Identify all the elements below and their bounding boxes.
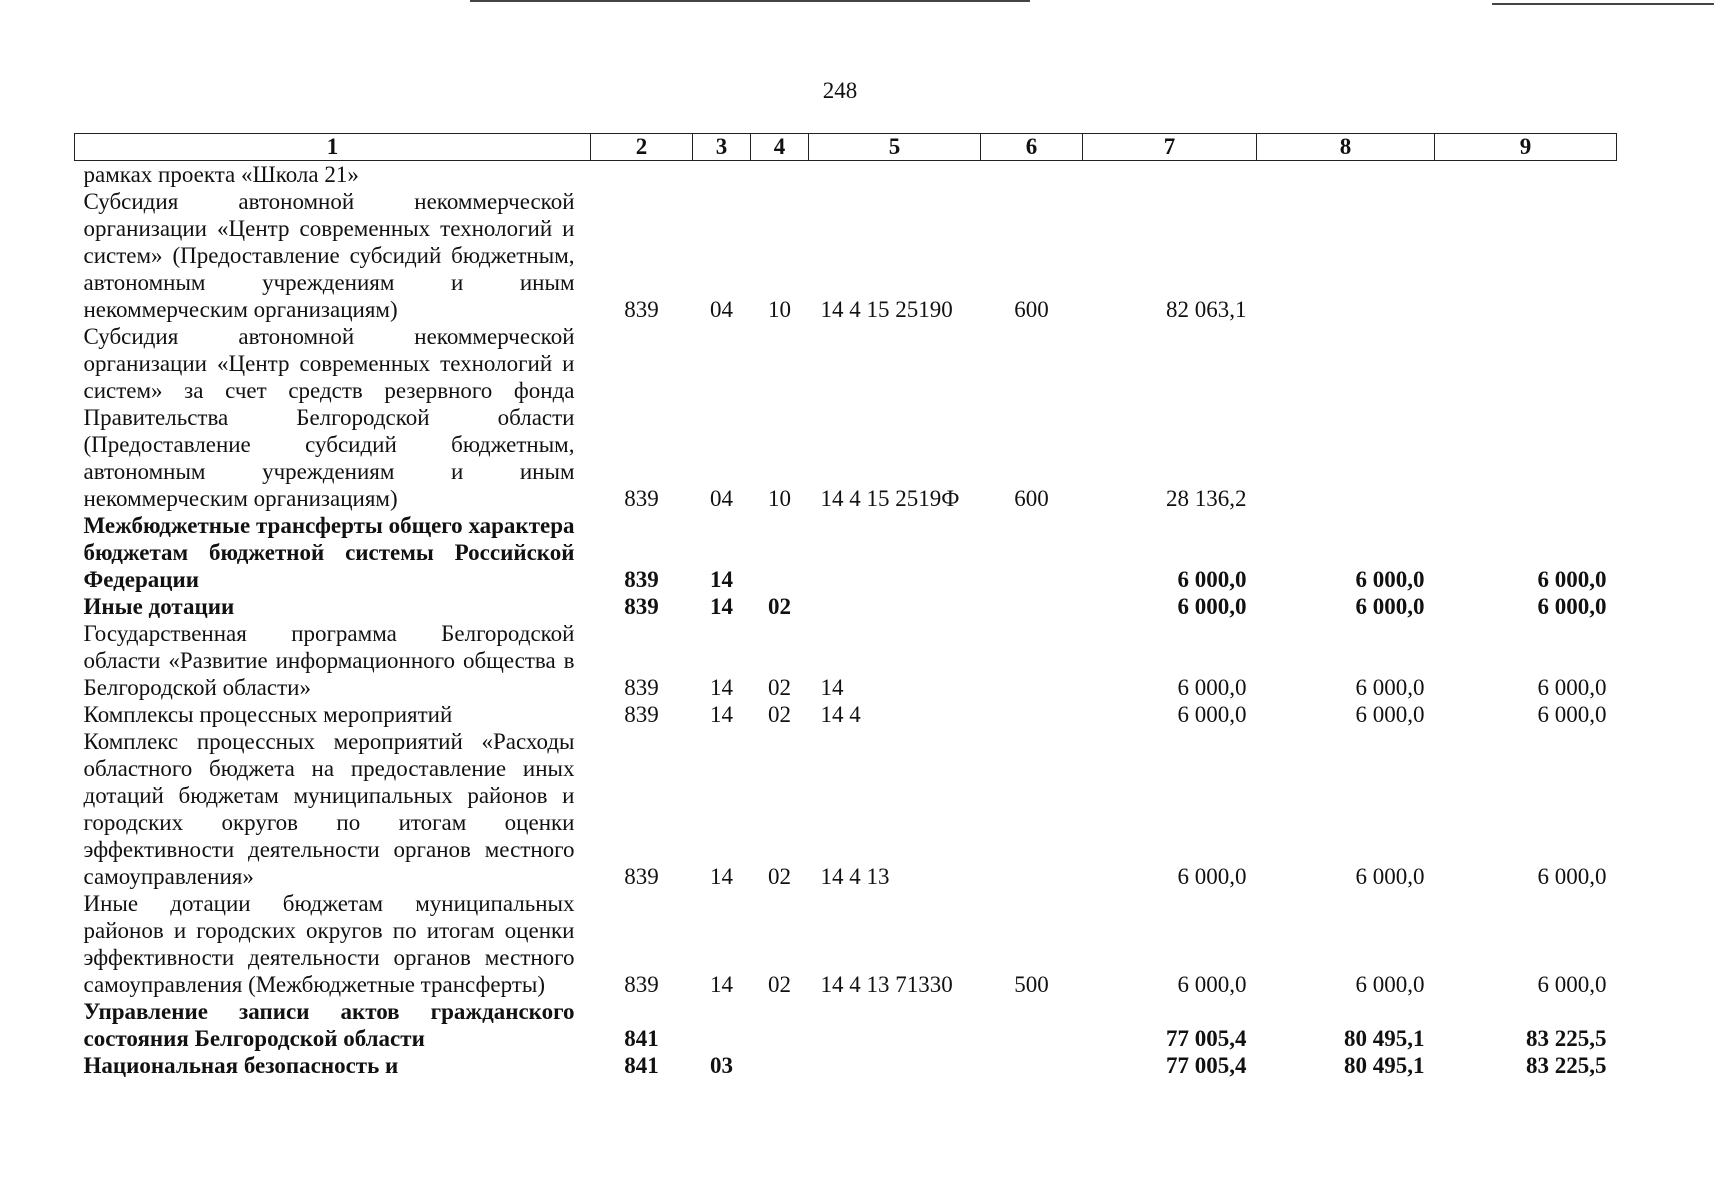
cell-subsection-code: 10 xyxy=(768,297,791,322)
row-description: Иные дотации xyxy=(83,594,235,619)
cell-amount-col9: 6 000,0 xyxy=(1537,675,1607,700)
cell-target-article: 14 xyxy=(820,675,844,700)
cell-amount-col7: 82 063,1 xyxy=(1166,297,1247,322)
cell-expense-type: 500 xyxy=(1014,972,1049,997)
table-row xyxy=(75,728,1617,890)
cell-ministry-code: 839 xyxy=(624,972,659,997)
cell-section-code xyxy=(693,998,751,1052)
table-row xyxy=(75,1052,1617,1079)
cell-target-article xyxy=(809,1052,981,1079)
cell-section-code: 04 xyxy=(710,486,733,511)
cell-amount-col7: 6 000,0 xyxy=(1177,675,1247,700)
row-description: Субсидия автономной некоммерческой организации «Центр современных технологий и систем» (Предоставление субсидий бюджетным, автономным учреждениям и иным некоммерческим организациям) xyxy=(83,189,575,322)
cell-expense-type xyxy=(981,1052,1083,1079)
cell-amount-col9 xyxy=(1435,323,1617,512)
column-header: 9 xyxy=(1435,134,1617,161)
scan-edge-line-right xyxy=(1492,3,1714,5)
cell-subsection-code: 10 xyxy=(768,486,791,511)
cell-target-article: 14 4 13 xyxy=(820,864,890,889)
cell-target-article: 14 4 15 2519Ф xyxy=(820,486,960,511)
table-row xyxy=(75,620,1617,701)
page-number: 248 xyxy=(822,78,858,103)
cell-ministry-code xyxy=(591,161,693,189)
cell-ministry-code: 839 xyxy=(624,297,659,322)
cell-amount-col7: 77 005,4 xyxy=(1166,1053,1247,1078)
cell-amount-col8: 6 000,0 xyxy=(1355,594,1425,619)
cell-amount-col7: 6 000,0 xyxy=(1177,972,1247,997)
cell-amount-col7: 6 000,0 xyxy=(1177,567,1247,592)
cell-ministry-code: 839 xyxy=(624,702,659,727)
cell-amount-col8: 80 495,1 xyxy=(1344,1053,1425,1078)
row-description: Комплекс процессных мероприятий «Расходы областного бюджета на предоставление иных дотаций бюджетам муниципальных районов и городских округов по итогам оценки эффективности деятельности органов местного самоуправления» xyxy=(83,729,575,889)
cell-section-code: 03 xyxy=(710,1053,733,1078)
table-row xyxy=(75,701,1617,728)
cell-subsection-code: 02 xyxy=(768,675,791,700)
table-row xyxy=(75,512,1617,593)
cell-section-code xyxy=(693,161,751,189)
cell-target-article: 14 4 15 25190 xyxy=(820,297,953,322)
cell-section-code: 14 xyxy=(710,702,733,727)
cell-expense-type xyxy=(981,593,1083,620)
column-header: 8 xyxy=(1257,134,1435,161)
cell-expense-type xyxy=(981,512,1083,593)
cell-subsection-code xyxy=(751,998,809,1052)
cell-section-code: 14 xyxy=(710,567,733,592)
cell-expense-type xyxy=(981,161,1083,189)
cell-amount-col7: 28 136,2 xyxy=(1166,486,1247,511)
row-description: Межбюджетные трансферты общего характера бюджетам бюджетной системы Российской Федерации xyxy=(83,513,575,592)
cell-ministry-code: 839 xyxy=(624,567,659,592)
cell-amount-col7: 77 005,4 xyxy=(1166,1026,1247,1051)
row-description: Комплексы процессных мероприятий xyxy=(83,702,453,727)
cell-subsection-code: 02 xyxy=(768,594,791,619)
cell-amount-col9 xyxy=(1435,161,1617,189)
cell-amount-col7: 6 000,0 xyxy=(1177,594,1247,619)
cell-amount-col8 xyxy=(1257,323,1435,512)
cell-amount-col8 xyxy=(1257,161,1435,189)
cell-amount-col8: 6 000,0 xyxy=(1355,675,1425,700)
cell-expense-type: 600 xyxy=(1014,297,1049,322)
cell-section-code: 14 xyxy=(710,675,733,700)
row-description: Субсидия автономной некоммерческой организации «Центр современных технологий и систем» за счет средств резервного фонда Правительства Белгородской области (Предоставление субсидий бюджетным, автономным учреждениям и иным некоммерческим организациям) xyxy=(83,324,575,511)
cell-target-article: 14 4 xyxy=(820,702,861,727)
cell-amount-col9: 6 000,0 xyxy=(1537,702,1607,727)
cell-amount-col8 xyxy=(1257,188,1435,323)
budget-table xyxy=(74,133,1617,1079)
cell-amount-col8: 6 000,0 xyxy=(1355,567,1425,592)
cell-subsection-code: 02 xyxy=(768,972,791,997)
cell-ministry-code: 841 xyxy=(624,1026,659,1051)
row-description: Иные дотации бюджетам муниципальных районов и городских округов по итогам оценки эффективности деятельности органов местного самоуправления (Межбюджетные трансферты) xyxy=(83,891,575,997)
cell-amount-col9: 83 225,5 xyxy=(1526,1053,1607,1078)
cell-ministry-code: 839 xyxy=(624,486,659,511)
column-header: 1 xyxy=(75,134,591,161)
row-description: Государственная программа Белгородской области «Развитие информационного общества в Белгородской области» xyxy=(83,621,575,700)
cell-target-article: 14 4 13 71330 xyxy=(820,972,953,997)
row-description: рамках проекта «Школа 21» xyxy=(83,162,359,187)
cell-target-article xyxy=(809,593,981,620)
cell-amount-col9: 6 000,0 xyxy=(1537,567,1607,592)
cell-amount-col9: 6 000,0 xyxy=(1537,972,1607,997)
cell-expense-type: 600 xyxy=(1014,486,1049,511)
cell-amount-col8: 6 000,0 xyxy=(1355,972,1425,997)
cell-target-article xyxy=(809,998,981,1052)
column-header: 4 xyxy=(751,134,809,161)
cell-amount-col9: 83 225,5 xyxy=(1526,1026,1607,1051)
row-description: Управление записи актов гражданского состояния Белгородской области xyxy=(83,999,575,1051)
cell-target-article xyxy=(809,161,981,189)
cell-amount-col8: 6 000,0 xyxy=(1355,702,1425,727)
cell-amount-col9 xyxy=(1435,188,1617,323)
table-row xyxy=(75,161,1617,189)
cell-expense-type xyxy=(981,998,1083,1052)
cell-ministry-code: 839 xyxy=(624,594,659,619)
cell-expense-type xyxy=(981,620,1083,701)
cell-ministry-code: 841 xyxy=(624,1053,659,1078)
cell-amount-col9: 6 000,0 xyxy=(1537,594,1607,619)
cell-amount-col8: 80 495,1 xyxy=(1344,1026,1425,1051)
table-row xyxy=(75,188,1617,323)
cell-section-code: 04 xyxy=(710,297,733,322)
cell-section-code: 14 xyxy=(710,594,733,619)
scan-edge-line-left xyxy=(470,0,1030,2)
cell-ministry-code: 839 xyxy=(624,864,659,889)
cell-amount-col7: 6 000,0 xyxy=(1177,702,1247,727)
cell-expense-type xyxy=(981,701,1083,728)
column-header: 2 xyxy=(591,134,693,161)
cell-expense-type xyxy=(981,728,1083,890)
table-row xyxy=(75,593,1617,620)
table-body xyxy=(75,161,1617,1080)
cell-section-code: 14 xyxy=(710,972,733,997)
cell-subsection-code xyxy=(751,161,809,189)
table-row xyxy=(75,890,1617,998)
column-header: 6 xyxy=(981,134,1083,161)
column-header: 5 xyxy=(809,134,981,161)
table-row xyxy=(75,998,1617,1052)
column-header: 7 xyxy=(1083,134,1257,161)
table-row xyxy=(75,323,1617,512)
cell-amount-col9: 6 000,0 xyxy=(1537,864,1607,889)
cell-amount-col7 xyxy=(1083,161,1257,189)
cell-subsection-code xyxy=(751,1052,809,1079)
cell-section-code: 14 xyxy=(710,864,733,889)
cell-amount-col8: 6 000,0 xyxy=(1355,864,1425,889)
table-header-row xyxy=(75,134,1617,161)
cell-subsection-code: 02 xyxy=(768,864,791,889)
cell-subsection-code: 02 xyxy=(768,702,791,727)
cell-target-article xyxy=(809,512,981,593)
cell-subsection-code xyxy=(751,512,809,593)
row-description: Национальная безопасность и xyxy=(83,1053,399,1078)
cell-amount-col7: 6 000,0 xyxy=(1177,864,1247,889)
column-header: 3 xyxy=(693,134,751,161)
cell-ministry-code: 839 xyxy=(624,675,659,700)
